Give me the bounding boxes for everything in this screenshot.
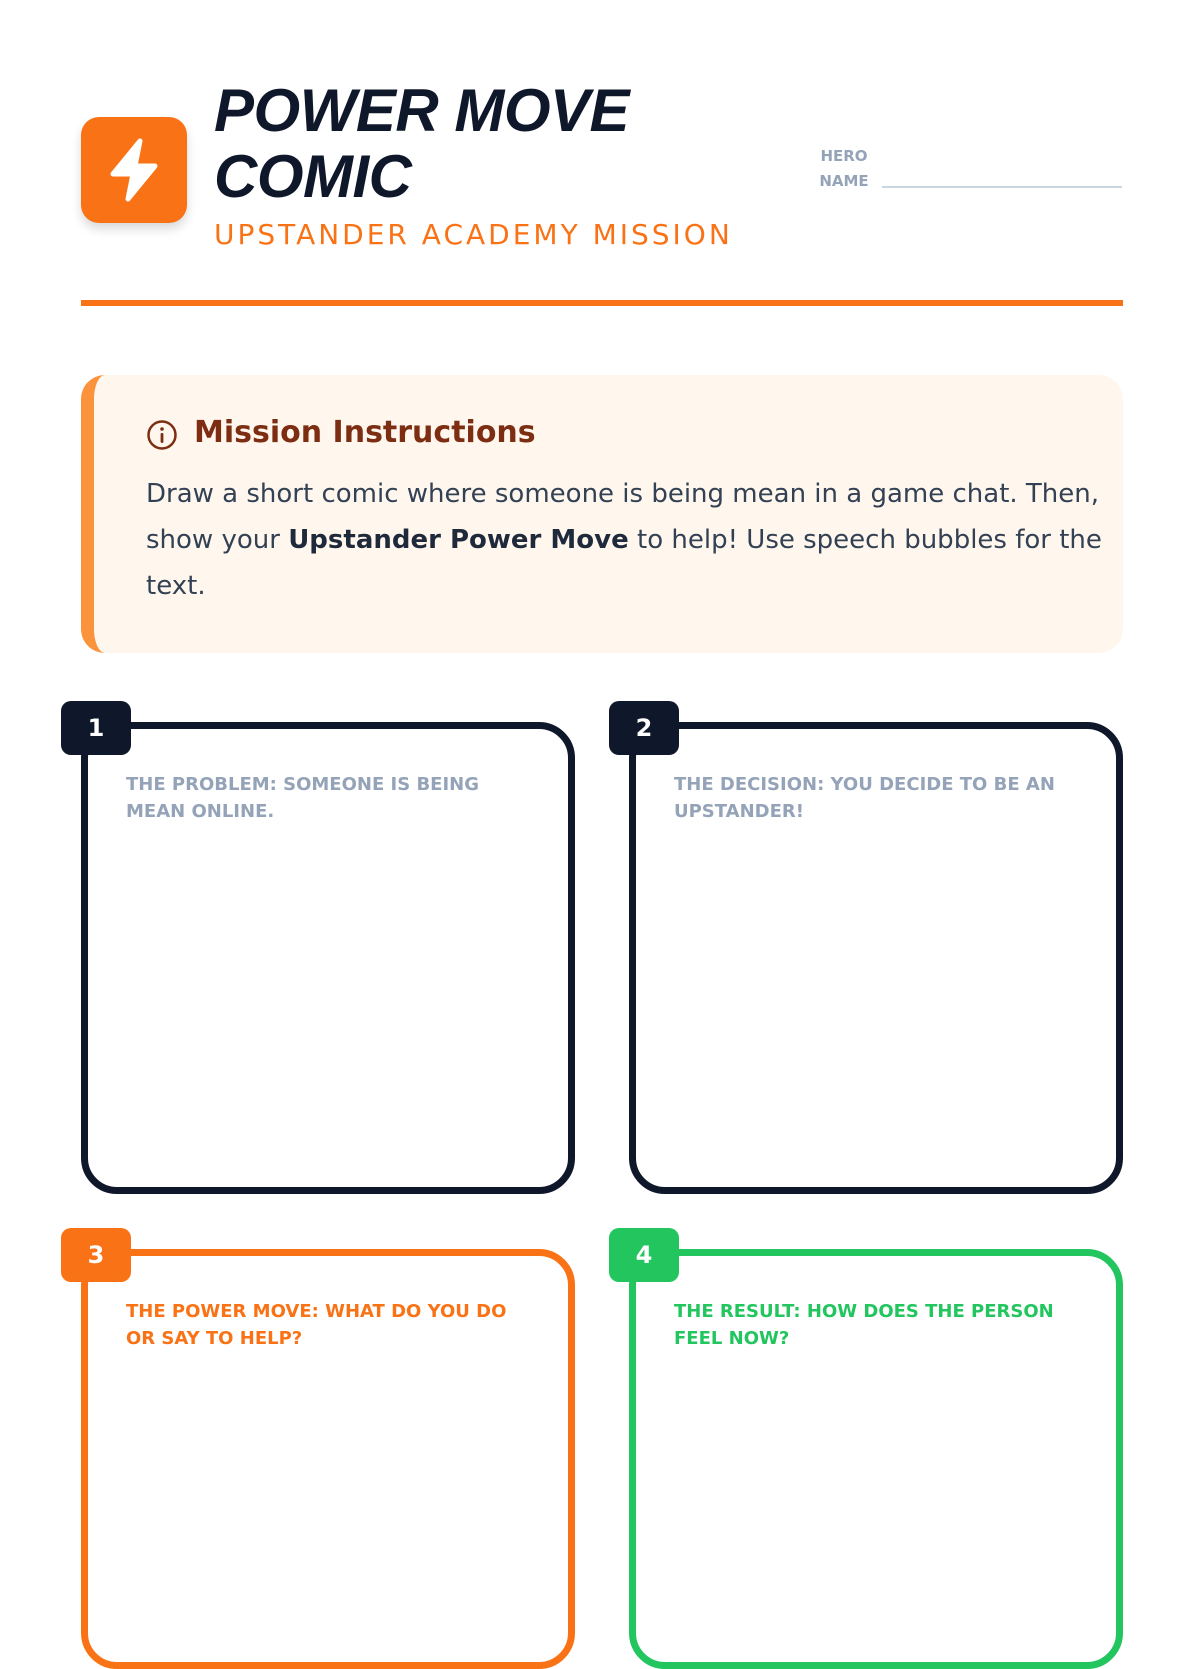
- instructions-text-part: to help! Use speech bubbles for the text.: [146, 525, 1102, 601]
- lightning-bolt-icon: [104, 137, 164, 203]
- instructions-text-bold: Upstander Power Move: [288, 525, 629, 555]
- panel-number-badge: 3: [61, 1228, 131, 1282]
- panel-number-badge: 4: [609, 1228, 679, 1282]
- comic-panel-4[interactable]: [629, 1249, 1123, 1669]
- header-divider: [81, 300, 1123, 306]
- instructions-text: [146, 471, 1106, 609]
- instructions-title: Mission Instructions: [194, 415, 536, 450]
- logo: [81, 117, 187, 223]
- page-subtitle: UPSTANDER ACADEMY MISSION: [214, 218, 733, 251]
- panel-prompt: THE POWER MOVE: WHAT DO YOU DO OR SAY TO HELP?: [126, 1301, 507, 1349]
- panel-number-badge: 2: [609, 701, 679, 755]
- panel-prompt: THE PROBLEM: SOMEONE IS BEING MEAN ONLINE.: [126, 774, 480, 822]
- comic-panel-1[interactable]: [81, 722, 575, 1194]
- hero-name-field[interactable]: [882, 186, 1122, 188]
- panel-number-badge: 1: [61, 701, 131, 755]
- comic-panel-2[interactable]: [629, 722, 1123, 1194]
- instructions-text-part: Draw a short comic where someone is being mean in a game chat. Then, show your: [146, 479, 1100, 555]
- page-title: POWER MOVE COMIC: [214, 77, 630, 210]
- instructions-box: [81, 375, 1123, 653]
- panel-prompt: THE RESULT: HOW DOES THE PERSON FEEL NOW?: [674, 1301, 1054, 1349]
- comic-panel-3[interactable]: [81, 1249, 575, 1669]
- hero-name-label: HERO NAME: [819, 147, 869, 190]
- info-circle-icon: [146, 419, 178, 451]
- panel-prompt: THE DECISION: YOU DECIDE TO BE AN UPSTANDER!: [674, 774, 1055, 822]
